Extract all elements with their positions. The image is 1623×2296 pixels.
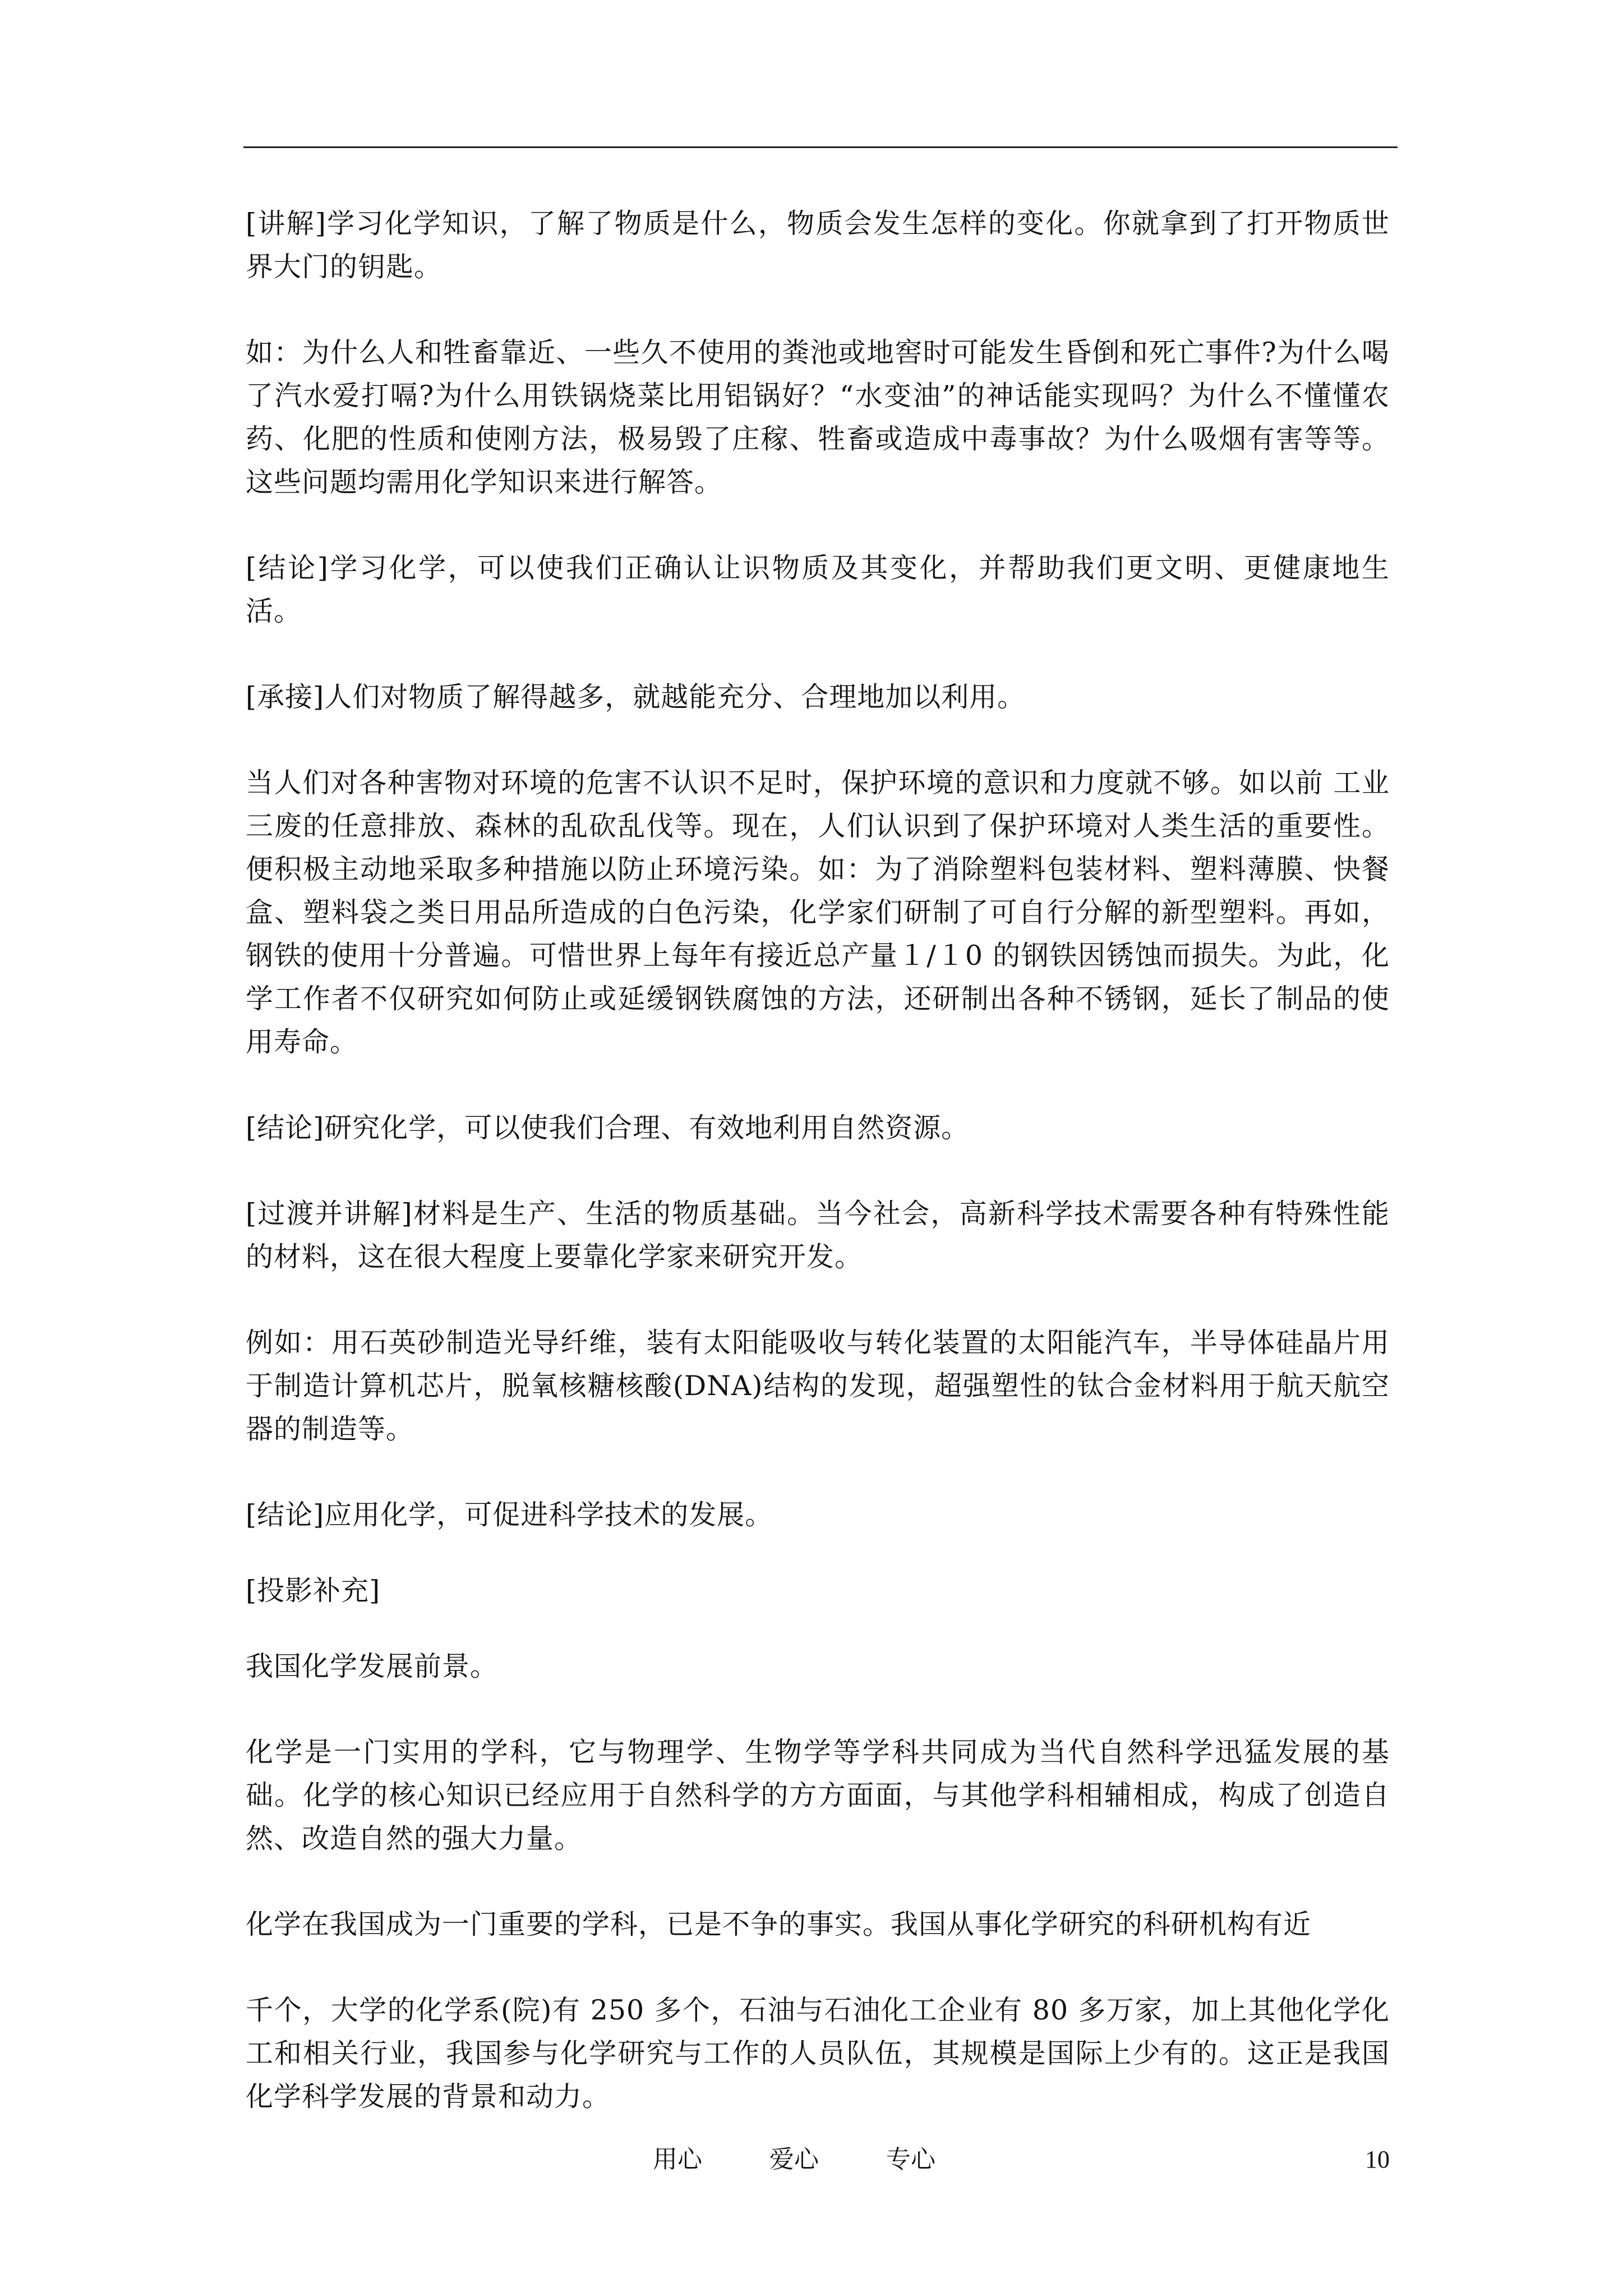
paragraph-chemistry-scale: 千个，大学的化学系(院)有 250 多个，石油与石油化工企业有 80 多万家，加上其他化学化工和相关行业，我国参与化学研究与工作的人员队伍，其规模是国际上少有的。这正是我国化学科学发展的背景和动力。 — [246, 1994, 1390, 2113]
document-body — [246, 202, 1390, 2161]
paragraph-conclusion-learning: [结论]学习化学，可以使我们正确认让识物质及其变化，并帮助我们更文明、更健康地生活。 — [246, 552, 1390, 627]
footer-motto-item: 爱心 — [769, 2145, 819, 2174]
paragraph-lecture: [讲解]学习化学知识，了解了物质是什么，物质会发生怎样的变化。你就拿到了打开物质世界大门的钥匙。 — [246, 208, 1390, 283]
page-footer — [0, 2143, 1623, 2177]
paragraph-examples-questions: 如：为什么人和牲畜靠近、一些久不使用的粪池或地窖时可能发生昏倒和死亡事件?为什么喝了汽水爱打嗝?为什么用铁锅烧菜比用铝锅好？“水变油”的神话能实现吗？为什么不懂懂农药、化肥的性质和使刚方法，极易毁了庄稼、牲畜或造成中毒事故？为什么吸烟有害等等。这些问题均需用化学知识来进行解答。 — [246, 337, 1390, 498]
paragraph-conclusion-application: [结论]应用化学，可促进科学技术的发展。 — [246, 1499, 773, 1531]
page-number: 10 — [1365, 2146, 1390, 2173]
paragraph-chemistry-practical: 化学是一门实用的学科，它与物理学、生物学等学科共同成为当代自然科学迅猛发展的基础。化学的核心知识已经应用于自然科学的方方面面，与其他学科相辅相成，构成了创造自然、改造自然的强大力量。 — [246, 1736, 1390, 1855]
footer-motto — [653, 2143, 935, 2177]
header-rule — [243, 146, 1398, 148]
paragraph-conclusion-research: [结论]研究化学，可以使我们合理、有效地利用自然资源。 — [246, 1112, 970, 1144]
footer-motto-item: 专心 — [886, 2145, 935, 2174]
paragraph-materials: [过渡并讲解]材料是生产、生活的物质基础。当今社会，高新科学技术需要各种有特殊性能的材料，这在很大程度上要靠化学家来研究开发。 — [246, 1198, 1390, 1273]
footer-motto-item: 用心 — [653, 2145, 702, 2174]
paragraph-prospects-title: 我国化学发展前景。 — [246, 1650, 499, 1682]
paragraph-projection-supplement: [投影补充] — [246, 1575, 381, 1607]
paragraph-material-examples: 例如：用石英砂制造光导纤维，装有太阳能吸收与转化装置的太阳能汽车，半导体硅晶片用于制造计算机芯片，脱氧核糖核酸(DNA)结构的发现，超强塑性的钛合金材料用于航天航空器的制造等。 — [246, 1327, 1390, 1445]
paragraph-transition: [承接]人们对物质了解得越多，就越能充分、合理地加以利用。 — [246, 681, 1026, 713]
paragraph-environment: 当人们对各种害物对环境的危害不认识不足时，保护环境的意识和力度就不够。如以前 工业三废的任意排放、森林的乱砍乱伐等。现在，人们认识到了保护环境对人类生活的重要性。便积极主动地采取多种措施以防止环境污染。如：为了消除塑料包装材料、塑料薄膜、快餐盒、塑料袋之类日用品所造成的白色污染，化学家们研制了可自行分解的新型塑料。再如，钢铁的使用十分普遍。可惜世界上每年有接近总产量１/１0 的钢铁因锈蚀而损失。为此，化学工作者不仅研究如何防止或延缓钢铁腐蚀的方法，还研制出各种不锈钢，延长了制品的使用寿命。 — [246, 767, 1390, 1058]
paragraph-chemistry-importance: 化学在我国成为一门重要的学科，已是不争的事实。我国从事化学研究的科研机构有近 — [246, 1908, 1312, 1940]
